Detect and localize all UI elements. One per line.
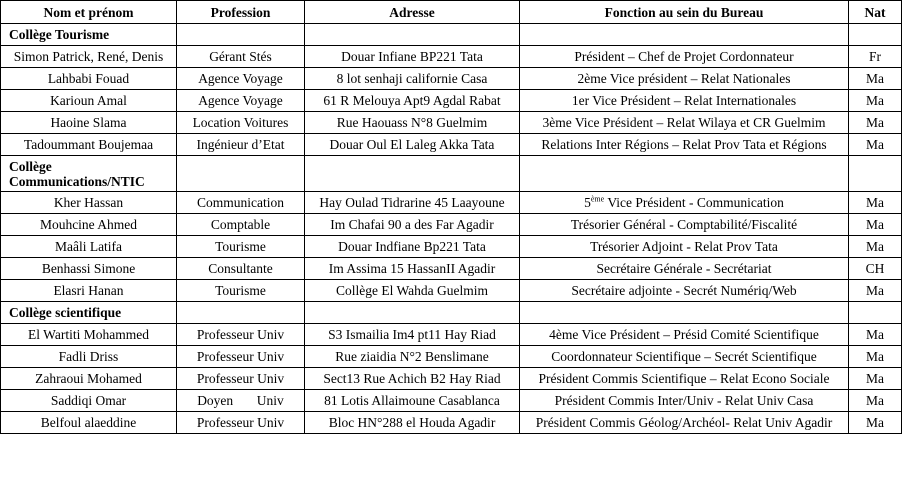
cell-profession: Doyen Univ — [177, 390, 305, 412]
section-title: Collège Communications/NTIC — [1, 156, 177, 192]
cell-nat: Fr — [849, 46, 902, 68]
header-nat: Nat — [849, 1, 902, 24]
cell-name: Saddiqi Omar — [1, 390, 177, 412]
cell-function: Président Commis Géolog/Archéol- Relat Univ Agadir — [520, 412, 849, 434]
cell-function: 2ème Vice président – Relat Nationales — [520, 68, 849, 90]
cell-profession: Comptable — [177, 214, 305, 236]
cell-nat: Ma — [849, 112, 902, 134]
section-row-tourisme — [1, 24, 902, 46]
cell-function — [520, 192, 849, 214]
table-row — [1, 68, 902, 90]
table-row — [1, 192, 902, 214]
cell-function: 1er Vice Président – Relat Internationales — [520, 90, 849, 112]
cell-name: Elasri Hanan — [1, 280, 177, 302]
header-profession: Profession — [177, 1, 305, 24]
table-row — [1, 324, 902, 346]
function-ordinal: 5 — [584, 195, 591, 210]
cell-profession: Agence Voyage — [177, 68, 305, 90]
cell-nat: Ma — [849, 192, 902, 214]
cell-profession: Ingénieur d’Etat — [177, 134, 305, 156]
cell-profession: Professeur Univ — [177, 324, 305, 346]
cell-address: Im Chafai 90 a des Far Agadir — [305, 214, 520, 236]
cell-profession: Tourisme — [177, 236, 305, 258]
cell-address: 81 Lotis Allaimoune Casablanca — [305, 390, 520, 412]
table-row — [1, 368, 902, 390]
function-ordinal-suffix: ème — [590, 194, 605, 204]
table-row — [1, 390, 902, 412]
header-row — [1, 1, 902, 24]
table-row — [1, 90, 902, 112]
cell-profession: Agence Voyage — [177, 90, 305, 112]
header-name: Nom et prénom — [1, 1, 177, 24]
cell-address: Collège El Wahda Guelmim — [305, 280, 520, 302]
table-row — [1, 236, 902, 258]
cell-nat: Ma — [849, 134, 902, 156]
header-function: Fonction au sein du Bureau — [520, 1, 849, 24]
cell-profession: Communication — [177, 192, 305, 214]
cell-address: Douar Indfiane Bp221 Tata — [305, 236, 520, 258]
cell-name: Mouhcine Ahmed — [1, 214, 177, 236]
section-title: Collège Tourisme — [1, 24, 177, 46]
cell-address: Douar Oul El Laleg Akka Tata — [305, 134, 520, 156]
cell-profession: Professeur Univ — [177, 368, 305, 390]
cell-address: Sect13 Rue Achich B2 Hay Riad — [305, 368, 520, 390]
cell-nat: Ma — [849, 68, 902, 90]
header-address: Adresse — [305, 1, 520, 24]
cell-name: Benhassi Simone — [1, 258, 177, 280]
cell-profession: Consultante — [177, 258, 305, 280]
cell-nat: Ma — [849, 90, 902, 112]
table-row — [1, 346, 902, 368]
table-row — [1, 214, 902, 236]
cell-address: Bloc HN°288 el Houda Agadir — [305, 412, 520, 434]
cell-function: Président Commis Inter/Univ - Relat Univ Casa — [520, 390, 849, 412]
cell-nat: Ma — [849, 214, 902, 236]
cell-function: Relations Inter Régions – Relat Prov Tata et Régions — [520, 134, 849, 156]
cell-function: Secrétaire Générale - Secrétariat — [520, 258, 849, 280]
cell-address: Rue Haouass N°8 Guelmim — [305, 112, 520, 134]
cell-name: Zahraoui Mohamed — [1, 368, 177, 390]
cell-name: Haoine Slama — [1, 112, 177, 134]
function-text: Vice Président - Communication — [604, 195, 784, 210]
cell-function: Président – Chef de Projet Cordonnateur — [520, 46, 849, 68]
cell-function: Président Commis Scientifique – Relat Econo Sociale — [520, 368, 849, 390]
cell-address: 8 lot senhaji californie Casa — [305, 68, 520, 90]
section-row-communications — [1, 156, 902, 192]
cell-nat: Ma — [849, 236, 902, 258]
cell-profession: Location Voitures — [177, 112, 305, 134]
cell-nat: CH — [849, 258, 902, 280]
table-row — [1, 280, 902, 302]
cell-nat: Ma — [849, 368, 902, 390]
cell-nat: Ma — [849, 412, 902, 434]
cell-nat: Ma — [849, 324, 902, 346]
cell-nat: Ma — [849, 280, 902, 302]
cell-function: 3ème Vice Président – Relat Wilaya et CR Guelmim — [520, 112, 849, 134]
section-title: Collège scientifique — [1, 302, 177, 324]
cell-address: S3 Ismailia Im4 pt11 Hay Riad — [305, 324, 520, 346]
cell-name: Lahbabi Fouad — [1, 68, 177, 90]
cell-function: Trésorier Général - Comptabilité/Fiscalité — [520, 214, 849, 236]
cell-name: Karioun Amal — [1, 90, 177, 112]
cell-name: Fadli Driss — [1, 346, 177, 368]
table-row — [1, 258, 902, 280]
cell-nat: Ma — [849, 390, 902, 412]
cell-name: Tadoummant Boujemaa — [1, 134, 177, 156]
cell-name: El Wartiti Mohammed — [1, 324, 177, 346]
cell-function: 4ème Vice Président – Présid Comité Scientifique — [520, 324, 849, 346]
cell-function: Trésorier Adjoint - Relat Prov Tata — [520, 236, 849, 258]
cell-profession: Professeur Univ — [177, 412, 305, 434]
section-row-scientifique — [1, 302, 902, 324]
cell-address: 61 R Melouya Apt9 Agdal Rabat — [305, 90, 520, 112]
cell-function: Secrétaire adjointe - Secrét Numériq/Web — [520, 280, 849, 302]
table-row — [1, 112, 902, 134]
cell-address: Douar Infiane BP221 Tata — [305, 46, 520, 68]
table-row — [1, 134, 902, 156]
cell-nat: Ma — [849, 346, 902, 368]
cell-profession: Gérant Stés — [177, 46, 305, 68]
table-row — [1, 412, 902, 434]
cell-profession: Tourisme — [177, 280, 305, 302]
cell-address: Im Assima 15 HassanII Agadir — [305, 258, 520, 280]
cell-name: Maâli Latifa — [1, 236, 177, 258]
cell-name: Belfoul alaeddine — [1, 412, 177, 434]
cell-address: Hay Oulad Tidrarine 45 Laayoune — [305, 192, 520, 214]
cell-name: Kher Hassan — [1, 192, 177, 214]
table-row — [1, 46, 902, 68]
cell-name: Simon Patrick, René, Denis — [1, 46, 177, 68]
cell-profession: Professeur Univ — [177, 346, 305, 368]
cell-function: Coordonnateur Scientifique – Secrét Scientifique — [520, 346, 849, 368]
cell-address: Rue ziaidia N°2 Benslimane — [305, 346, 520, 368]
